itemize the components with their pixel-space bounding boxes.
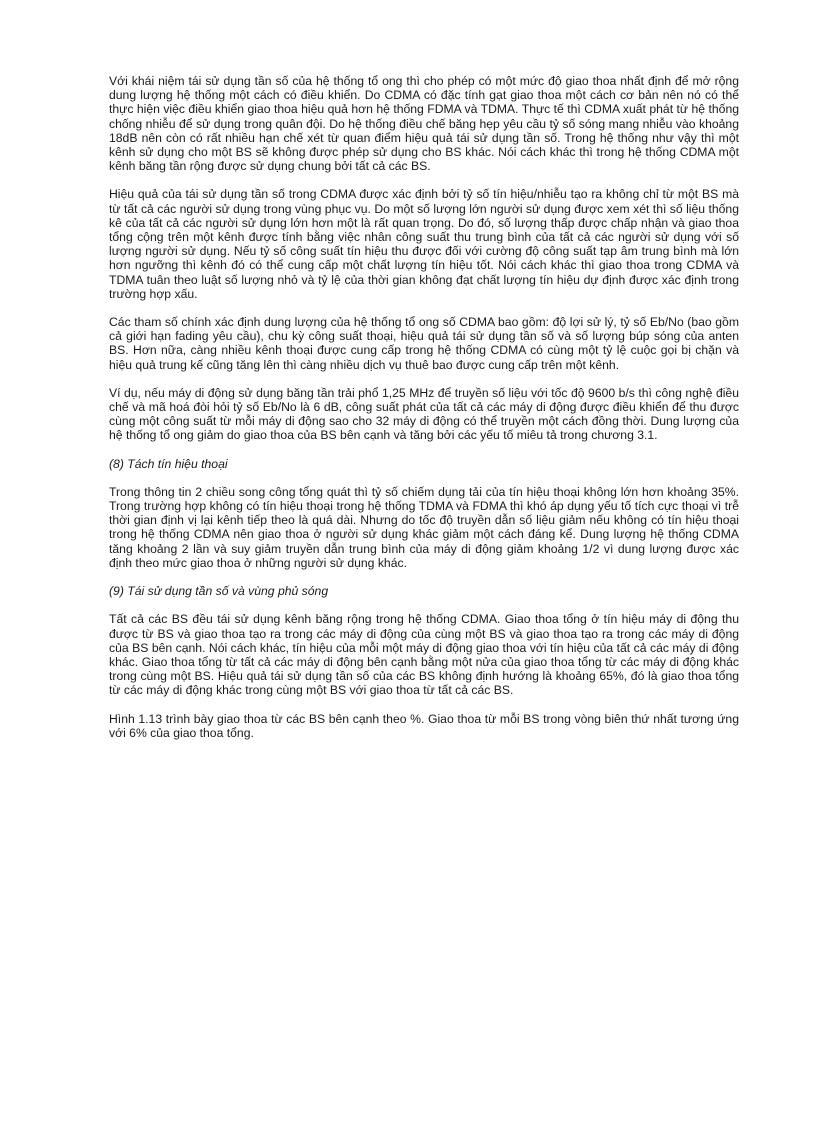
- paragraph-frequency-reuse-intro: Với khái niệm tái sử dụng tần số của hệ thống tổ ong thì cho phép có một mức độ giao thoa nhất định để mở rộng dung lượng hệ thống một cách có điều khiển. Do CDMA có đặc tính gạt giao thoa một cách cơ bản nên nó có thể thực hiện việc điều khiển giao thoa hiệu quả hơn hệ thống FDMA và TDMA. Thực tế thì CDMA xuất phát từ hệ thống chống nhiễu để sử dụng trong quân đội. Do hệ thống điều chế băng hẹp yêu cầu tỷ số sóng mang nhiễu vào khoảng 18dB nên còn có rất nhiều hạn chế xét từ quan điểm hiệu quả tái sử dụng tần số. Trong hệ thống như vậy thì một kênh sử dụng cho một BS sẽ không được phép sử dụng cho BS khác. Nói cách khác thì trong hệ thống CDMA một kênh băng tần rộng được sử dụng chung bởi tất cả các BS.: [109, 74, 739, 174]
- section-heading-reuse-coverage: (9) Tái sử dụng tần số và vùng phủ sóng: [109, 584, 329, 599]
- paragraph-voice-activity: Trong thông tin 2 chiều song công tổng quát thì tỷ số chiếm dụng tải của tín hiệu thoại không lớn hơn khoảng 35%. Trong trường hợp không có tín hiệu thoại trong hệ thống TDMA và FDMA thì khó áp dụng yếu tố tích cực thoại vì trễ thời gian định vị lại kênh tiếp theo là quá dài. Nhưng do tốc độ truyền dẫn số liệu giảm nếu không có tín hiệu thoại trong hệ thống CDMA nên giao thoa ở người sử dụng khác giảm một cách đáng kể. Dung lượng hệ thống CDMA tăng khoảng 2 lần và suy giảm truyền dẫn trung bình của máy di động giảm khoảng 1/2 vì dung lượng được xác định theo mức giao thoa ở những người sử dụng khác.: [109, 484, 739, 570]
- paragraph-figure-reference: Hình 1.13 trình bày giao thoa từ các BS bên cạnh theo %. Giao thoa từ mỗi BS trong vòng biên thứ nhất tương ứng với 6% của giao thoa tổng.: [109, 711, 739, 740]
- section-heading-voice-detection: (8) Tách tín hiệu thoại: [109, 456, 228, 471]
- paragraph-reuse-coverage: Tất cả các BS đều tái sử dụng kênh băng rộng trong hệ thống CDMA. Giao thoa tổng ở tín hiệu máy di động thu được từ BS và giao thoa tạo ra trong các máy di động của cùng một BS và giao thoa tạo ra trong các máy di động của BS bên cạnh. Nói cách khác, tín hiệu của mỗi một máy di động giao thoa với tín hiệu của tất cả các máy di động khác. Giao thoa tổng từ tất cả các máy di động bên cạnh bằng một nửa của giao thoa tổng từ các máy di động khác trong cùng một BS. Hiệu quả tái sử dụng tần số của các BS không định hướng là khoảng 65%, đó là giao thoa tổng từ các máy di động khác trong cùng một BS với giao thoa từ tất cả các BS.: [109, 612, 739, 698]
- paragraph-capacity-example: Ví dụ, nếu máy di động sử dụng băng tần trải phổ 1,25 MHz để truyền số liệu với tốc độ 9600 b/s thì công nghệ điều chế và mã hoá đòi hỏi tỷ số Eb/No là 6 dB, công suất phát của tất cả các máy di động được điều khiển để thu được cùng một công suất từ mỗi máy di động sao cho 32 máy di động có thể truyền một cách đồng thời. Dung lượng của hệ thống tổ ong giảm do giao thoa của BS bên cạnh và tăng bởi các yếu tố miêu tả trong chương 3.1.: [109, 385, 739, 443]
- document-page: [109, 74, 739, 754]
- paragraph-reuse-efficiency: Hiệu quả của tái sử dụng tần số trong CDMA được xác định bởi tỷ số tín hiệu/nhiễu tạo ra không chỉ từ một BS mà từ tất cả các người sử dụng trong vùng phục vụ. Do một số lượng lớn người sử dụng được xem xét thì số liệu thống kê của tất cả các người sử dụng lớn hơn một là rất quan trọng. Do đó, số lượng thấp được chấp nhận và giao thoa tổng cộng trên một kênh được tính bằng việc nhân công suất thu trung bình của tất cả các người sử dụng với số lượng người sử dụng. Nếu tỷ số công suất tín hiệu thu được đối với cường độ công suất tạp âm trung bình mà lớn hơn ngưỡng thì kênh đó có thể cung cấp một chất lượng tín hiệu tốt. Nói cách khác thì giao thoa trong CDMA và TDMA tuân theo luật số lượng nhỏ và tỷ lệ của thời gian không đạt chất lượng tín hiệu dự định được xác định trong trường hợp xấu.: [109, 187, 739, 301]
- paragraph-capacity-parameters: Các tham số chính xác định dung lượng của hệ thống tổ ong số CDMA bao gồm: độ lợi sử lý, tỷ số Eb/No (bao gồm cả giới hạn fading yêu cầu), chu kỳ công suất thoại, hiệu quả tái sử dụng tần số và số lượng búp sóng của anten BS. Hơn nữa, càng nhiều kênh thoại được cung cấp trong hệ thống CDMA có cùng một tỷ lệ cuộc gọi bị chặn và hiệu quả trung kế cũng tăng lên thì càng nhiều dịch vụ thuê bao được cung cấp trên một kênh.: [109, 315, 739, 372]
